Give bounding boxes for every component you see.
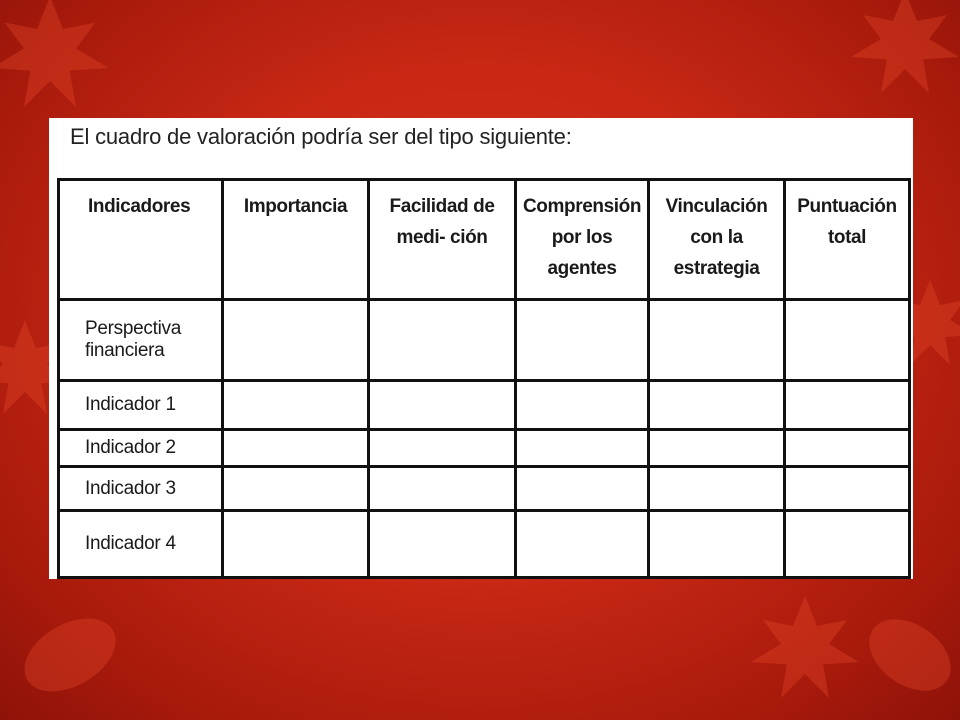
valuation-table	[57, 178, 911, 579]
caption-text: El cuadro de valoración podría ser del tipo siguiente:	[70, 124, 572, 149]
row-label-indicador-2: Indicador 2	[59, 430, 223, 467]
table-row	[59, 467, 910, 511]
table-cell	[223, 511, 369, 578]
table-cell	[785, 511, 910, 578]
table-row	[59, 430, 910, 467]
table-cell	[223, 430, 369, 467]
table-cell	[785, 430, 910, 467]
table-cell	[369, 300, 516, 381]
leaf-decoration-icon	[0, 0, 120, 120]
row-label-perspectiva: Perspectiva financiera	[59, 300, 223, 381]
table-row	[59, 300, 910, 381]
leaf-decoration-icon	[830, 0, 960, 105]
table-cell	[516, 381, 649, 430]
table-cell	[369, 381, 516, 430]
leaf-decoration-icon	[730, 590, 880, 710]
header-vinculacion: Vinculación con la estrategia	[649, 180, 785, 300]
table-cell	[369, 511, 516, 578]
header-indicadores: Indicadores	[59, 180, 223, 300]
table-cell	[223, 300, 369, 381]
leaf-decoration-icon	[10, 600, 130, 710]
header-puntuacion: Puntuación total	[785, 180, 910, 300]
table-cell	[516, 467, 649, 511]
table-cell	[649, 430, 785, 467]
table-cell	[516, 300, 649, 381]
table-cell	[223, 381, 369, 430]
row-label-indicador-1: Indicador 1	[59, 381, 223, 430]
header-comprension: Comprensión por los agentes	[516, 180, 649, 300]
table-row	[59, 511, 910, 578]
content-panel	[49, 118, 913, 579]
header-facilidad: Facilidad de medi- ción	[369, 180, 516, 300]
table-cell	[785, 467, 910, 511]
table-cell	[223, 467, 369, 511]
table-cell	[369, 467, 516, 511]
row-label-indicador-4: Indicador 4	[59, 511, 223, 578]
leaf-decoration-icon	[860, 600, 960, 710]
table-cell	[649, 511, 785, 578]
table-header-row	[59, 180, 910, 300]
table-cell	[785, 300, 910, 381]
table-cell	[649, 300, 785, 381]
table-cell	[785, 381, 910, 430]
header-importancia: Importancia	[223, 180, 369, 300]
table-cell	[649, 381, 785, 430]
row-label-indicador-3: Indicador 3	[59, 467, 223, 511]
table-cell	[649, 467, 785, 511]
table-cell	[516, 430, 649, 467]
table-cell	[369, 430, 516, 467]
table-row	[59, 381, 910, 430]
table-cell	[516, 511, 649, 578]
